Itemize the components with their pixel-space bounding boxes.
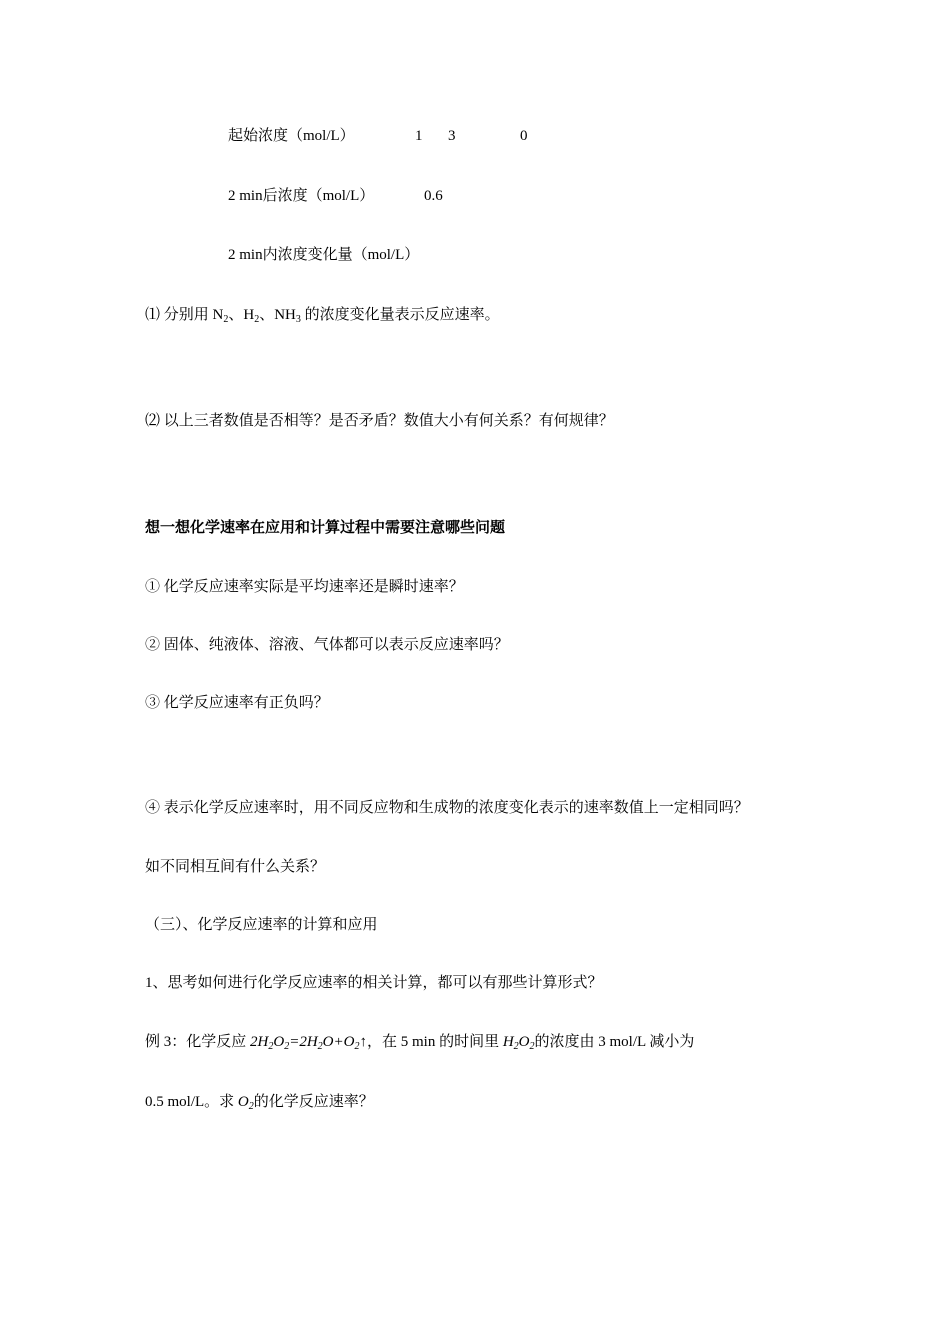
item-1: 1、思考如何进行化学反应速率的相关计算，都可以有那些计算形式？ xyxy=(145,975,603,991)
start-concentration-row xyxy=(228,126,528,146)
point-4-continued: 如不同相互间有什么关系？ xyxy=(145,859,326,875)
after-2min-label: 2 min后浓度（mol/L） xyxy=(228,188,375,204)
change-2min-row xyxy=(228,245,419,265)
after-2min-row xyxy=(228,186,443,206)
question-2: ⑵ 以上三者数值是否相等？是否矛盾？数值大小有何关系？有何规律？ xyxy=(145,413,614,429)
point-1: ① 化学反应速率实际是平均速率还是瞬时速率？ xyxy=(145,579,464,595)
h2o2-formula: $H_2O_2$ xyxy=(502,1034,535,1052)
question-1: ⑴ 分别用 $N_2$、$H_2$、$NH_3$ 的浓度变化量表示反应速率。 xyxy=(145,307,500,325)
section-3-heading: （三）、化学反应速率的计算和应用 xyxy=(145,917,378,933)
o2-formula: $O_2$ xyxy=(237,1094,254,1112)
start-concentration-label: 起始浓度（mol/L） xyxy=(228,128,355,144)
example-3-line-2: 0.5 mol/L。求 $O_2$的化学反应速率？ xyxy=(145,1094,374,1112)
point-3: ③ 化学反应速率有正负吗？ xyxy=(145,695,329,711)
start-nh3-value: 0 xyxy=(520,128,528,144)
think-heading: 想一想化学速率在应用和计算过程中需要注意哪些问题 xyxy=(145,520,506,536)
point-4: ④ 表示化学反应速率时，用不同反应物和生成物的浓度变化表示的速率数值上一定相同吗？ xyxy=(145,800,749,816)
start-n2-value: 1 xyxy=(415,128,423,144)
change-2min-label: 2 min内浓度变化量（mol/L） xyxy=(228,247,420,263)
example-3-line-1: 例 3：化学反应 $2H_2O_2=2H_2O+O_2↑$，在 5 min 的时间里 $H_2O_2$的浓度由 3 mol/L 减小为 xyxy=(145,1034,695,1052)
point-2: ② 固体、纯液体、溶液、气体都可以表示反应速率吗？ xyxy=(145,637,509,653)
reaction-equation: $2H_2O_2=2H_2O+O_2$ xyxy=(250,1034,360,1052)
start-h2-value: 3 xyxy=(448,128,456,144)
after-2min-n2-value: 0.6 xyxy=(424,188,443,204)
